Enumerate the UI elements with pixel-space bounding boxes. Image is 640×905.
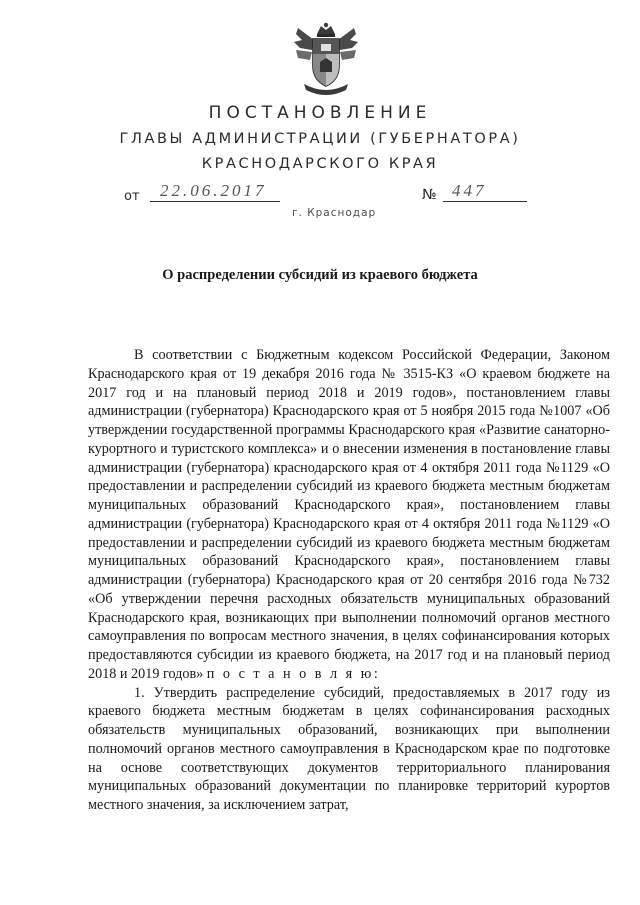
document-type-title: ПОСТАНОВЛЕНИЕ <box>208 103 432 123</box>
issuing-authority-title: ГЛАВЫ АДМИНИСТРАЦИИ (ГУБЕРНАТОРА) <box>119 131 521 147</box>
preamble-text: В соответствии с Бюджетным кодексом Российской Федерации, Законом Краснодарского края от 19 декабря 2016 года № 3515-КЗ «О краевом бюджете на 2017 год и на плановый период 2018 и 2019 годов», постановлением главы администрации (губернатора) Краснодарского края от 5 ноября 2015 года №1007 «Об утверждении государственной программы Краснодарского края «Развитие санаторно-курортного и туристского комплекса» и о внесении изменения в постановление главы администрации (губернатора) краснодарского края от 4 октября 2011 года №1129 «О предоставлении и распределении субсидий из краевого бюджета местным бюджетам муниципальных образований Краснодарского края», постановлением главы администрации (губернатора) Краснодарского края от 4 октября 2011 года №1129 «О предоставлении и распределении субсидий из краевого бюджета местным бюджетам муниципальных образований Краснодарского края», постановлением главы администрации (губернатора) Краснодарского края от 20 сентября 2016 года №732 «Об утверждении перечня расходных обязательств муниципальных образований Краснодарского края, возникающих при выполнении полномочий органов местного самоуправления по вопросам местного значения, в целях софинансирования которых предоставляются субсидии из краевого бюджета, на 2017 год и на плановый период 2018 и 2019 годов» <box>88 347 610 682</box>
document-date: 22.06.2017 <box>160 181 267 200</box>
document-number: 447 <box>452 181 487 200</box>
number-prefix: № <box>422 187 437 203</box>
date-prefix: от <box>124 189 140 204</box>
document-heading: О распределении субсидий из краевого бюджета <box>162 267 478 283</box>
clause-1-paragraph: 1. Утвердить распределение субсидий, предоставляемых в 2017 году из краевого бюджета местным бюджетам в целях софинансирования расходных обязательств муниципальных образований, возникающих при выполнении полномочий органов местного самоуправления в Краснодарском крае по подготовке на основе соответствующих документов территориального планирования муниципальных образований документации по планировке территорий курортов местного значения, за исключением затрат, <box>88 684 610 813</box>
preamble-paragraph <box>88 346 610 684</box>
region-title: КРАСНОДАРСКОГО КРАЯ <box>201 156 439 172</box>
document-body <box>88 346 610 815</box>
krasnodar-coat-of-arms-icon <box>290 20 362 98</box>
city-label: г. Краснодар <box>292 207 377 219</box>
resolution-word: п о с т а н о в л я ю: <box>206 665 381 682</box>
